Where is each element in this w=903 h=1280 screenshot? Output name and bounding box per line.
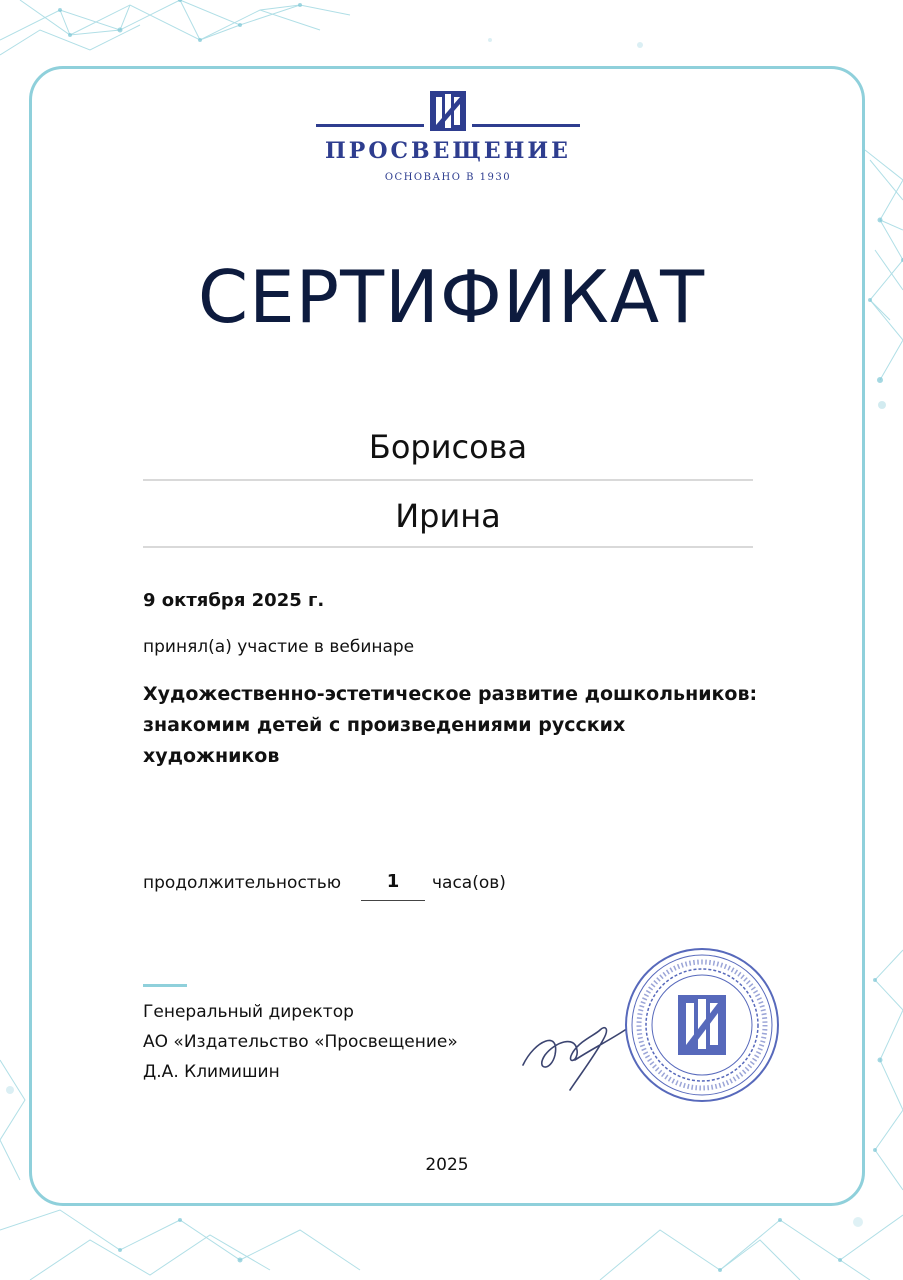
brand-logo (316, 88, 580, 188)
recipient-first-name: Ирина (395, 497, 501, 535)
surname-underline (143, 479, 753, 481)
signatory-accent-line (143, 984, 187, 987)
signatory-name: Д.А. Климишин (143, 1062, 280, 1082)
duration-value: 1 (386, 871, 400, 892)
logo-left-line (316, 124, 424, 127)
participation-text: принял(а) участие в вебинаре (143, 637, 415, 657)
duration-unit: часа(ов) (432, 873, 506, 893)
duration-label: продолжительностью (143, 873, 342, 893)
certificate-year: 2025 (425, 1155, 469, 1175)
webinar-title: Художественно-эстетическое развитие дошкольников: знакомим детей с произведениями русских художников (143, 683, 758, 767)
signatory-position: Генеральный директор (143, 1002, 354, 1022)
prosveshchenie-logo-icon (429, 90, 467, 132)
duration-underline (361, 900, 425, 901)
event-date: 9 октября 2025 г. (143, 590, 325, 611)
brand-name: ПРОСВЕЩЕНИЕ (325, 138, 571, 164)
brand-tagline: ОСНОВАНО В 1930 (384, 172, 512, 183)
company-seal-icon (622, 945, 782, 1105)
logo-right-line (472, 124, 580, 127)
signatory-organization: АО «Издательство «Просвещение» (143, 1032, 458, 1052)
recipient-surname: Борисова (368, 428, 528, 466)
first-name-underline (143, 546, 753, 548)
certificate-title: СЕРТИФИКАТ (197, 255, 706, 339)
